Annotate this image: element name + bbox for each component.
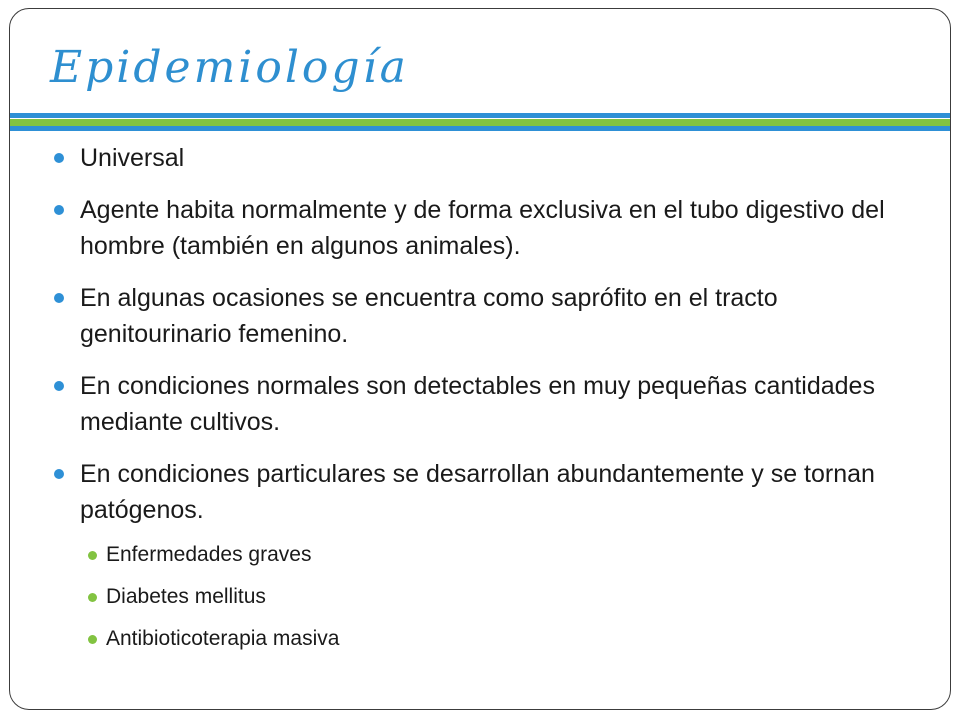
bullet-item (52, 192, 912, 264)
sub-bullet-dot-icon (88, 635, 97, 644)
bullet-dot-icon (54, 205, 64, 215)
bullet-dot-icon (54, 293, 64, 303)
sub-bullet-list (80, 540, 912, 654)
bullet-item (52, 368, 912, 440)
bullet-text: En algunas ocasiones se encuentra como saprófito en el tracto genitourinario femenino. (80, 284, 778, 348)
sub-bullet-item (80, 582, 912, 612)
sub-bullet-item (80, 540, 912, 570)
sub-bullet-dot-icon (88, 551, 97, 560)
bullet-text: En condiciones particulares se desarrollan abundantemente y se tornan patógenos. (80, 460, 875, 524)
bullet-dot-icon (54, 469, 64, 479)
bullet-text: Universal (80, 144, 185, 172)
bullet-text: Agente habita normalmente y de forma exclusiva en el tubo digestivo del hombre (también en algunos animales). (80, 196, 885, 260)
title-rule-green (10, 119, 950, 126)
title-rule-blue-bottom (10, 126, 950, 131)
bullet-list (52, 140, 912, 670)
bullet-item (52, 280, 912, 352)
bullet-item (52, 140, 912, 176)
sub-bullet-item (80, 624, 912, 654)
sub-bullet-text: Enfermedades graves (106, 543, 312, 566)
bullet-text: En condiciones normales son detectables en muy pequeñas cantidades mediante cultivos. (80, 372, 875, 436)
bullet-item (52, 456, 912, 654)
sub-bullet-text: Diabetes mellitus (106, 585, 266, 608)
title-rule-blue-top (10, 113, 950, 118)
bullet-dot-icon (54, 153, 64, 163)
bullet-dot-icon (54, 381, 64, 391)
sub-bullet-text: Antibioticoterapia masiva (106, 627, 340, 650)
slide-title: Epidemiología (50, 42, 409, 93)
sub-bullet-dot-icon (88, 593, 97, 602)
